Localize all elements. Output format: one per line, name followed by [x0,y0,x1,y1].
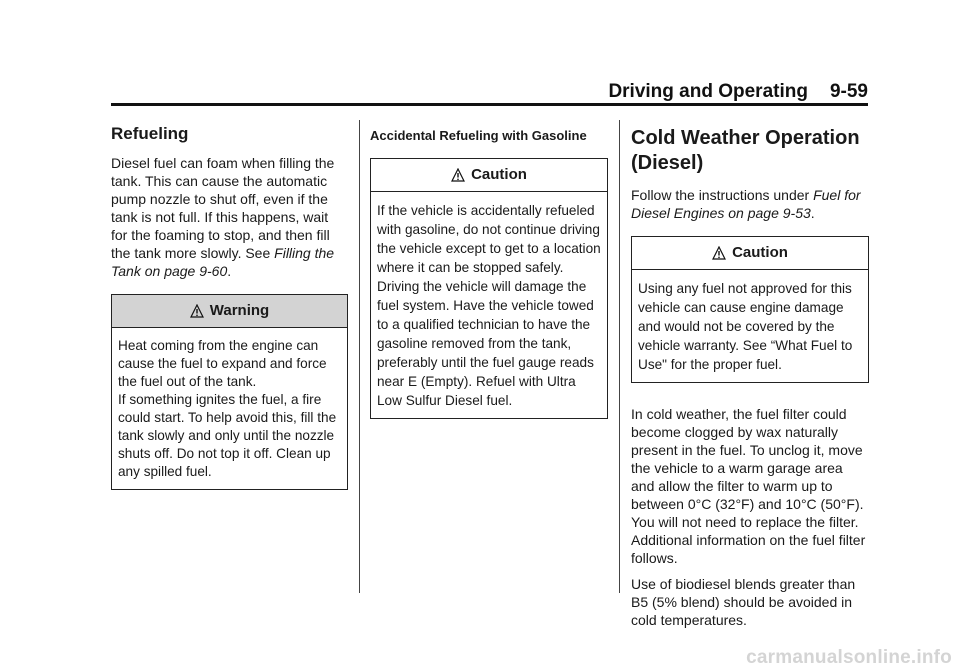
warning-box [111,294,348,490]
column-left [111,124,348,490]
refueling-heading: Refueling [111,124,189,143]
alert-symbol-icon [451,168,465,182]
column-divider [619,120,620,593]
intro-text-end: . [810,205,815,221]
section-title: Driving and Operating [608,81,808,102]
caution-text: If the vehicle is accidentally refueled with gasoline, do not continue driving the vehicle except to get to a location where it can be stopped safely. Driving the vehicle will damage the fuel system. Have the vehicle towed to a qualified technician to have the gasoline removed from the tank, preferably until the fuel gauge reads near E (Empty). Refuel with Ultra Low Sulfur Diesel fuel. [377,203,601,408]
accidental-refueling-heading: Accidental Refueling with Gasoline [370,128,587,143]
refueling-paragraph [111,154,348,280]
header-rule [111,103,868,106]
diesel-fuel-reference-link[interactable]: Fuel for Diesel Engines on page 9-53 [631,187,861,221]
warning-text-1: Heat coming from the engine can cause the fuel to expand and force the fuel out of the tank. [118,338,327,389]
intro-text: Follow the instructions under [631,187,814,203]
watermark: carmanualsonline.info [746,647,952,668]
caution-body [632,270,868,382]
caution-text: Using any fuel not approved for this vehicle can cause engine damage and would not be covered by the vehicle warranty. See “What Fuel to Use" for the proper fuel. [638,281,853,372]
warning-body [112,328,347,489]
refueling-text: Diesel fuel can foam when filling the tank. This can cause the automatic pump nozzle to shut off, even if the tank is not full. If this happens, wait for the foaming to stop, and then fill the tank more slowly. See [111,155,335,261]
cold-weather-intro [631,186,869,222]
biodiesel-paragraph: Use of biodiesel blends greater than B5 (5% blend) should be avoided in cold temperatures. [631,576,856,628]
alert-symbol-icon [712,246,726,260]
caution-header [371,159,607,192]
caution-body [371,192,607,418]
warning-label: Warning [209,302,270,319]
column-divider [359,120,360,593]
page-number: 9-59 [829,81,868,102]
filling-tank-reference-link[interactable]: Filling the Tank on page 9-60 [111,245,335,279]
warning-header [112,295,347,328]
caution-box-gasoline [370,158,608,419]
caution-box-fuel [631,236,869,383]
alert-symbol-icon [190,304,204,318]
caution-header [632,237,868,270]
cold-weather-paragraph: In cold weather, the fuel filter could become clogged by wax naturally present in the fuel. To unclog it, move the vehicle to a warm garage area and allow the filter to warm up to between 0°C (32°F) and 10°C (50°F). You will not need to replace the filter. Additional information on the fuel filter follows. [631,406,866,566]
warning-text-2: If something ignites the fuel, a fire could start. To help avoid this, fill the tank slowly and only until the nozzle shuts off. Do not top it off. Clean up any spilled fuel. [118,392,337,479]
page-header [111,80,868,104]
caution-label: Caution [471,166,527,183]
column-right [631,126,869,629]
cold-weather-heading: Cold Weather Operation (Diesel) [631,127,860,174]
caution-label: Caution [732,244,788,261]
refueling-text-end: . [227,263,232,279]
column-middle [370,128,608,419]
